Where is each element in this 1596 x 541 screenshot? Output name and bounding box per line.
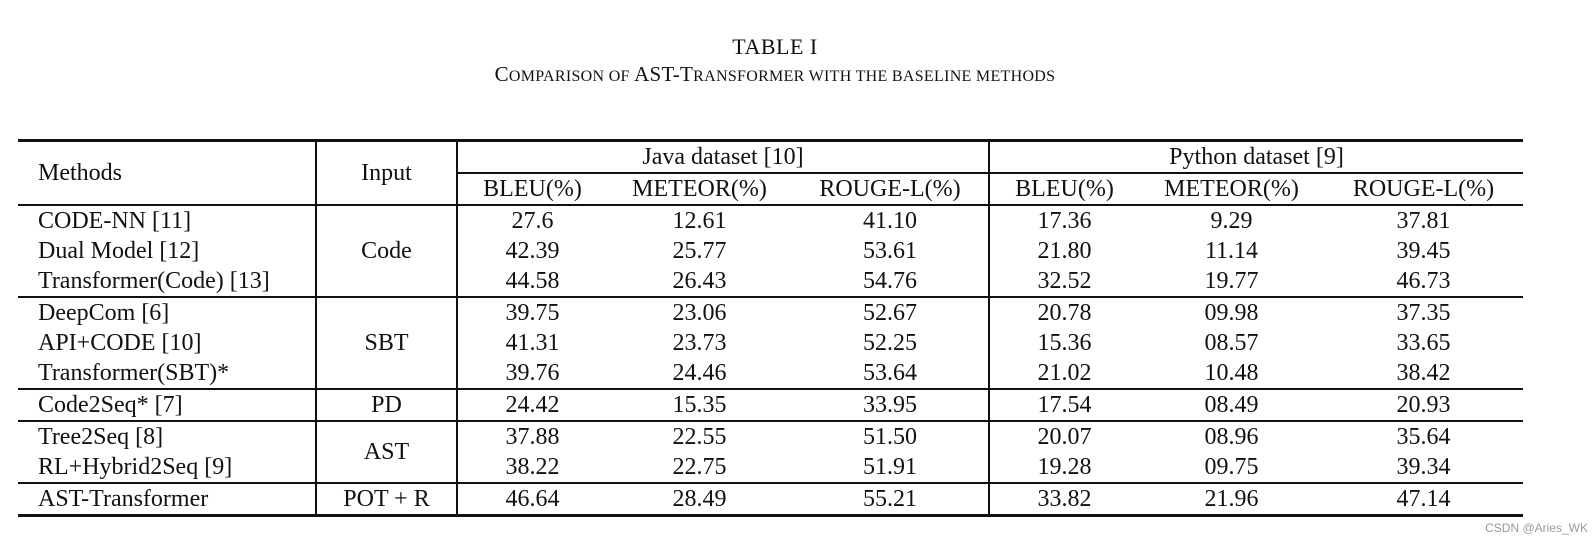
input-type: POT + R bbox=[316, 483, 457, 516]
method-name: AST-Transformer bbox=[18, 483, 316, 516]
method-name: DeepCom [6] bbox=[18, 297, 316, 328]
metric-value: 9.29 bbox=[1139, 205, 1324, 236]
metric-value: 09.98 bbox=[1139, 297, 1324, 328]
header-input: Input bbox=[316, 141, 457, 206]
metric-value: 38.22 bbox=[505, 453, 560, 480]
metric-value: 12.61 bbox=[607, 205, 792, 236]
table-row bbox=[18, 266, 1523, 297]
header-methods: Methods bbox=[18, 141, 316, 206]
results-table bbox=[18, 139, 1523, 517]
metric-value: 24.46 bbox=[672, 359, 727, 386]
title-part: RANSFORMER WITH THE BASELINE METHODS bbox=[693, 68, 1056, 85]
metric-value: 33.82 bbox=[989, 483, 1139, 516]
header-metric: ROUGE-L(%) bbox=[1324, 173, 1523, 205]
table-body bbox=[18, 205, 1523, 516]
metric-value: 55.21 bbox=[792, 483, 989, 516]
metric-value: 23.73 bbox=[672, 329, 727, 356]
metric-value: 22.55 bbox=[607, 421, 792, 452]
metric-value: 41.10 bbox=[792, 205, 989, 236]
metric-value: 41.31 bbox=[505, 329, 560, 356]
metric-value: 42.39 bbox=[505, 237, 560, 264]
metric-value: 39.45 bbox=[1396, 237, 1451, 264]
title-part: C bbox=[494, 62, 509, 86]
metric-value: 37.81 bbox=[1324, 205, 1523, 236]
input-type: SBT bbox=[316, 297, 457, 389]
metric-value: 20.93 bbox=[1324, 389, 1523, 421]
table-row bbox=[18, 236, 1523, 266]
metric-value: 28.49 bbox=[607, 483, 792, 516]
metric-value: 53.61 bbox=[792, 236, 989, 266]
metric-value: 23.06 bbox=[607, 297, 792, 328]
metric-value: 51.50 bbox=[792, 421, 989, 452]
header-row-datasets bbox=[18, 141, 1523, 174]
table-row bbox=[18, 452, 1523, 483]
table-title bbox=[0, 62, 1550, 87]
metric-value: 39.76 bbox=[505, 359, 560, 386]
header-metric: BLEU(%) bbox=[989, 173, 1139, 205]
metric-value: 26.43 bbox=[672, 267, 727, 294]
metric-value: 21.96 bbox=[1139, 483, 1324, 516]
metric-value: 53.64 bbox=[792, 358, 989, 389]
metric-value: 37.88 bbox=[457, 421, 607, 452]
metric-value: 46.64 bbox=[457, 483, 607, 516]
table-row bbox=[18, 205, 1523, 236]
method-name: CODE-NN [11] bbox=[18, 205, 316, 236]
header-metric: METEOR(%) bbox=[1139, 173, 1324, 205]
metric-value: 15.35 bbox=[607, 389, 792, 421]
metric-value: 33.95 bbox=[792, 389, 989, 421]
watermark: CSDN @Aries_WK bbox=[1485, 521, 1588, 535]
metric-value: 46.73 bbox=[1396, 267, 1451, 294]
metric-value: 20.78 bbox=[989, 297, 1139, 328]
metric-value: 51.91 bbox=[792, 452, 989, 483]
metric-value: 09.75 bbox=[1204, 453, 1259, 480]
metric-value: 25.77 bbox=[672, 237, 727, 264]
table-row bbox=[18, 389, 1523, 421]
metric-value: 44.58 bbox=[505, 267, 560, 294]
metric-value: 17.54 bbox=[989, 389, 1139, 421]
metric-value: 08.49 bbox=[1139, 389, 1324, 421]
metric-value: 52.67 bbox=[792, 297, 989, 328]
metric-value: 37.35 bbox=[1324, 297, 1523, 328]
metric-value: 27.6 bbox=[457, 205, 607, 236]
metric-value: 08.57 bbox=[1204, 329, 1259, 356]
header-metric: BLEU(%) bbox=[457, 173, 607, 205]
metric-value: 17.36 bbox=[989, 205, 1139, 236]
header-metric: METEOR(%) bbox=[607, 173, 792, 205]
metric-value: 20.07 bbox=[989, 421, 1139, 452]
metric-value: 21.02 bbox=[1037, 359, 1092, 386]
metric-value: 21.80 bbox=[1037, 237, 1092, 264]
metric-value: 15.36 bbox=[1037, 329, 1092, 356]
method-name: Dual Model [12] bbox=[18, 236, 316, 266]
header-metric: ROUGE-L(%) bbox=[792, 173, 989, 205]
table-row bbox=[18, 297, 1523, 328]
header-python-dataset: Python dataset [9] bbox=[989, 141, 1523, 174]
metric-value: 33.65 bbox=[1396, 329, 1451, 356]
metric-value: 52.25 bbox=[792, 328, 989, 358]
metric-value: 47.14 bbox=[1324, 483, 1523, 516]
metric-value: 39.34 bbox=[1396, 453, 1451, 480]
method-name: API+CODE [10] bbox=[18, 328, 316, 358]
table-row bbox=[18, 483, 1523, 516]
input-type: PD bbox=[316, 389, 457, 421]
table-label: TABLE I bbox=[732, 34, 818, 59]
table-row bbox=[18, 358, 1523, 389]
metric-value: 32.52 bbox=[1037, 267, 1092, 294]
table-row bbox=[18, 421, 1523, 452]
metric-value: 54.76 bbox=[792, 266, 989, 297]
method-name: RL+Hybrid2Seq [9] bbox=[18, 452, 316, 483]
metric-value: 22.75 bbox=[672, 453, 727, 480]
metric-value: 10.48 bbox=[1204, 359, 1259, 386]
metric-value: 38.42 bbox=[1396, 359, 1451, 386]
metric-value: 39.75 bbox=[457, 297, 607, 328]
method-name: Transformer(Code) [13] bbox=[18, 266, 316, 297]
method-name: Transformer(SBT)* bbox=[18, 358, 316, 389]
title-part: OMPARISON OF bbox=[508, 68, 635, 85]
metric-value: 11.14 bbox=[1204, 237, 1259, 264]
metric-value: 35.64 bbox=[1324, 421, 1523, 452]
metric-value: 24.42 bbox=[457, 389, 607, 421]
metric-value: 08.96 bbox=[1139, 421, 1324, 452]
method-name: Tree2Seq [8] bbox=[18, 421, 316, 452]
title-part: AST-T bbox=[634, 62, 694, 86]
metric-value: 19.28 bbox=[1037, 453, 1092, 480]
metric-value: 19.77 bbox=[1204, 267, 1259, 294]
input-type: AST bbox=[316, 421, 457, 483]
method-name: Code2Seq* [7] bbox=[18, 389, 316, 421]
table-row bbox=[18, 328, 1523, 358]
input-type: Code bbox=[316, 205, 457, 297]
header-java-dataset: Java dataset [10] bbox=[457, 141, 989, 174]
